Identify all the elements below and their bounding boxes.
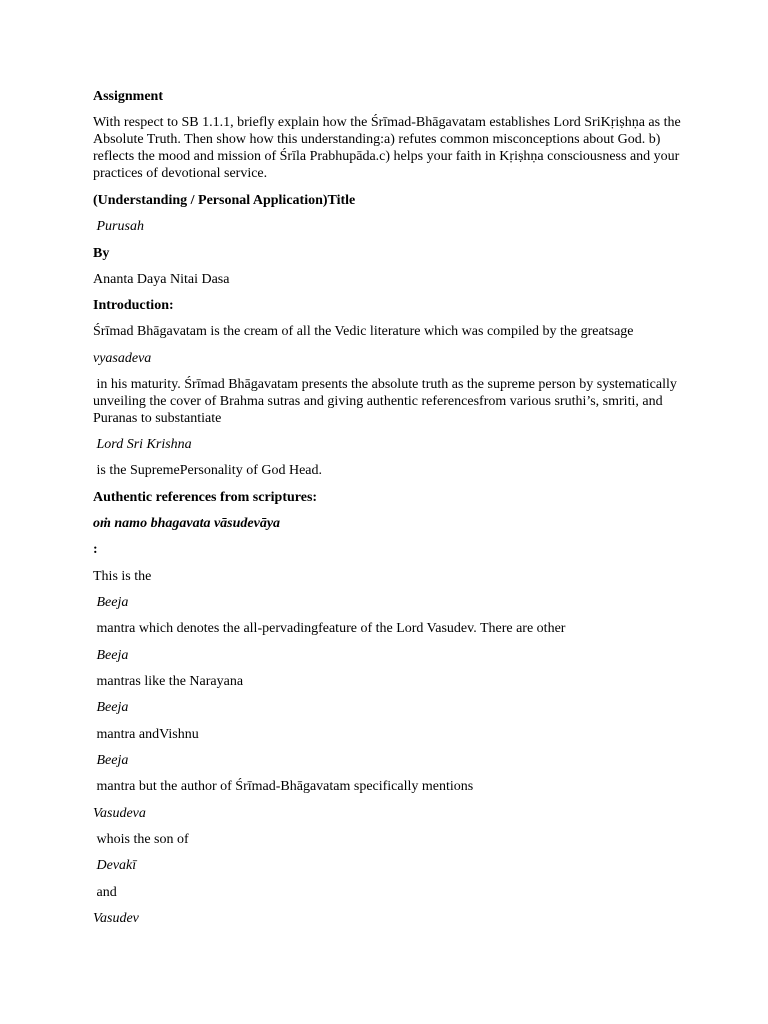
author-name: Ananta Daya Nitai Dasa bbox=[93, 272, 230, 287]
section-label: (Understanding / Personal Application)Title bbox=[93, 193, 356, 208]
body-text-7: and bbox=[93, 885, 117, 900]
assignment-question: With respect to SB 1.1.1, briefly explain how the Śrīmad-Bhāgavatam establishes Lord SriKṛiṣhṇa as the Absolute Truth. Then show how this understanding:a) refutes common misconceptions about God. b) reflects the mood and mission of Śrīla Prabhupāda.c) helps your faith in Kṛiṣhṇa consciousness and your practices of devotional service. bbox=[93, 115, 681, 181]
beeja-term-2: Beeja bbox=[93, 648, 129, 663]
intro-text-1: Śrīmad Bhāgavatam is the cream of all the Vedic literature which was compiled by the greatsage bbox=[93, 324, 634, 339]
intro-text-3: is the SupremePersonality of God Head. bbox=[93, 463, 323, 478]
body-text-3: mantras like the Narayana bbox=[93, 674, 244, 689]
mantra-colon: : bbox=[93, 542, 98, 557]
intro-sage-name: vyasadeva bbox=[93, 351, 152, 366]
vasudeva-term: Vasudeva bbox=[93, 806, 146, 821]
vasudev-term: Vasudev bbox=[93, 911, 139, 926]
assignment-heading: Assignment bbox=[93, 89, 164, 104]
references-heading: Authentic references from scriptures: bbox=[93, 490, 318, 505]
intro-lord-name: Lord Sri Krishna bbox=[93, 437, 192, 452]
devaki-term: Devakī bbox=[93, 858, 137, 873]
body-text-6: whois the son of bbox=[93, 832, 189, 847]
intro-text-2: in his maturity. Śrīmad Bhāgavatam presents the absolute truth as the supreme person by systematically unveiling the cover of Brahma sutras and giving authentic referencesfrom various sruthi’s, smriti, and Puranas to substantiate bbox=[93, 377, 681, 426]
introduction-heading: Introduction: bbox=[93, 298, 174, 313]
body-text-4: mantra andVishnu bbox=[93, 727, 199, 742]
beeja-term-3: Beeja bbox=[93, 700, 129, 715]
essay-title: Purusah bbox=[93, 219, 144, 234]
beeja-term-4: Beeja bbox=[93, 753, 129, 768]
beeja-term-1: Beeja bbox=[93, 595, 129, 610]
mantra-text: oṁ namo bhagavata vāsudevāya bbox=[93, 516, 281, 531]
body-text-2: mantra which denotes the all-pervadingfeature of the Lord Vasudev. There are other bbox=[93, 621, 566, 636]
body-text-5: mantra but the author of Śrīmad-Bhāgavatam specifically mentions bbox=[93, 779, 474, 794]
by-label: By bbox=[93, 246, 110, 261]
body-text-1: This is the bbox=[93, 569, 152, 584]
